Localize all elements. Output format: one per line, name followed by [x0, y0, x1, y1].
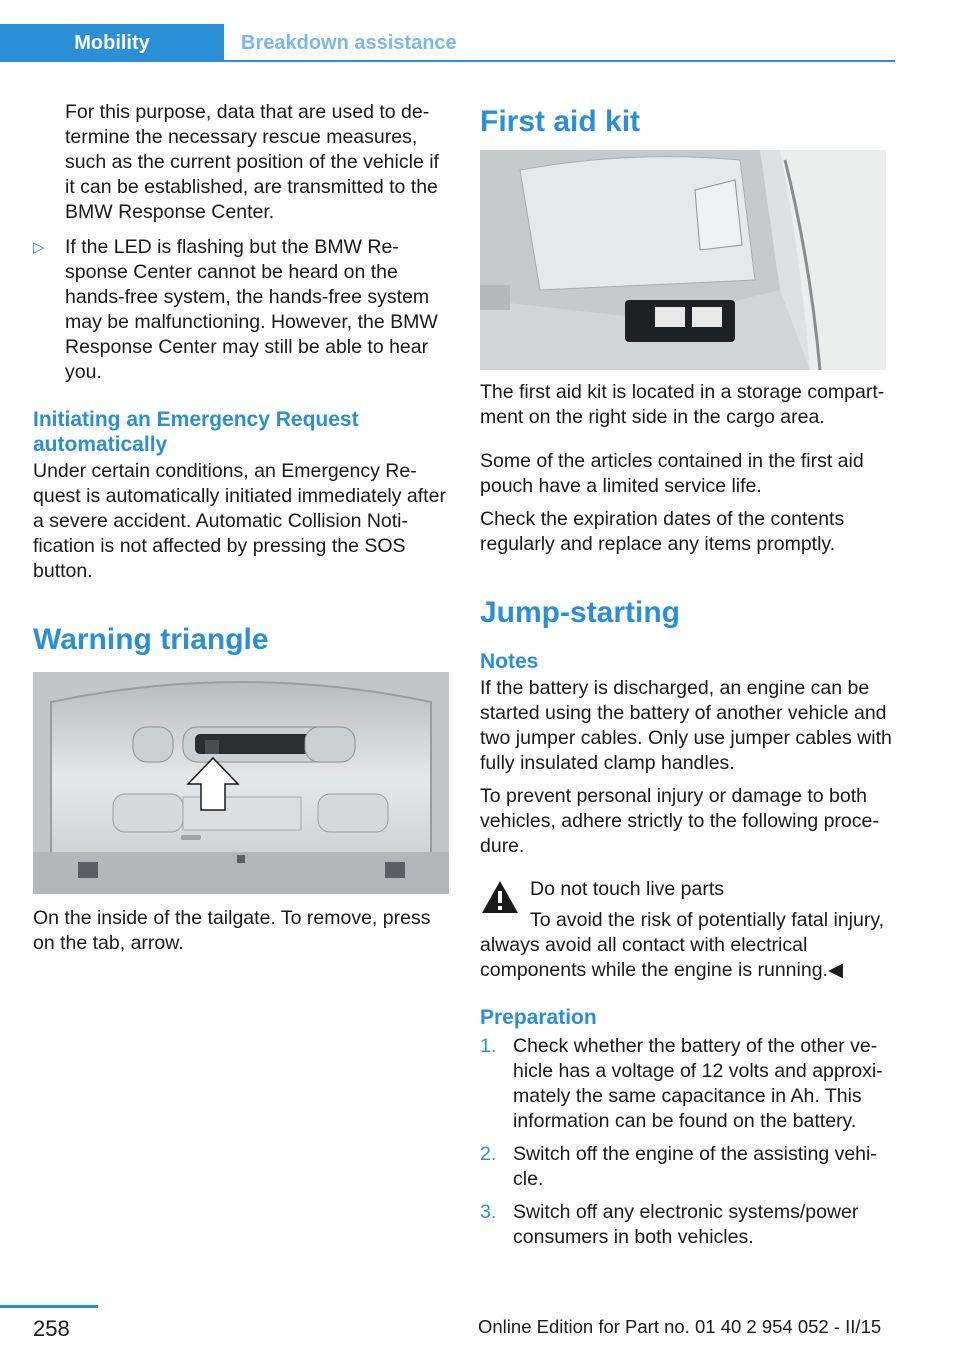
bullet-text: If the LED is flashing but the BMW Response Center cannot be heard on the hands-free system, the hands-free system may be malfunctioning. However, the BMW Response Center may still be able to hear you.: [65, 236, 438, 383]
tailgate-photo: [33, 672, 449, 894]
edition-text: Online Edition for Part no. 01 40 2 954 052 - II/15: [478, 1316, 882, 1337]
list-item: [480, 1200, 898, 1250]
step-number: 2.: [480, 1143, 497, 1165]
auto-emergency-heading: Initiating an Emergency Request automatically: [33, 408, 359, 456]
jump-starting-title: Jump-starting: [480, 596, 681, 629]
step-text: Switch off any electronic systems/power consumers in both vehicles.: [513, 1201, 859, 1248]
header-tab-breakdown-assistance: Breakdown assistance: [241, 32, 457, 54]
cargo-illustration: [480, 150, 886, 370]
first-aid-p1: The first aid kit is located in a storage compartment on the right side in the cargo area.: [480, 381, 885, 428]
auto-emergency-text: Under certain conditions, an Emergency Request is automatically initiated immediately after a severe accident. Automatic Collision Notification is not affected by pressing the SOS button.: [33, 460, 446, 582]
warning-triangle-icon: [480, 879, 520, 915]
warning-text-body: To avoid the risk of potentially fatal injury, always avoid all contact with electrical components while the engine is running.◀: [480, 909, 885, 981]
right-column: [480, 104, 898, 1250]
notes-heading: Notes: [480, 650, 539, 673]
tailgate-illustration: [33, 672, 449, 894]
notes-p1: If the battery is discharged, an engine can be started using the battery of another vehicle and two jumper cables. Only use jumper cables with fully insulated clamp handles.: [480, 677, 892, 774]
step-text: Check whether the battery of the other vehicle has a voltage of 12 volts and approximately the same capacitance in Ah. This information can be found on the battery.: [513, 1035, 883, 1132]
cargo-area-photo: [480, 150, 886, 370]
warning-text: [480, 908, 898, 983]
tailgate-text: On the inside of the tailgate. To remove, press on the tab, arrow.: [33, 907, 431, 954]
step-number: 3.: [480, 1201, 497, 1223]
step-number: 1.: [480, 1035, 497, 1057]
warning-triangle-title: Warning triangle: [33, 623, 269, 656]
page-number: 258: [33, 1316, 70, 1341]
bullet-item: [33, 235, 451, 385]
intro-paragraph: For this purpose, data that are used to determine the necessary rescue measures, such as the current position of the vehicle if it can be established, are transmitted to the BMW Response Center.: [65, 101, 439, 223]
warning-title: Do not touch live parts: [530, 878, 725, 900]
header-tab-mobility-label: Mobility: [74, 32, 150, 54]
left-column: [33, 100, 451, 956]
header-tab-mobility: [0, 24, 224, 62]
bullet-triangle-icon: ▷: [33, 239, 45, 256]
first-aid-kit-title: First aid kit: [480, 105, 641, 138]
step-text: Switch off the engine of the assisting vehicle.: [513, 1143, 877, 1190]
list-item: [480, 1034, 898, 1134]
warning-box: [480, 877, 898, 983]
footer-rule: [0, 1305, 98, 1308]
list-item: [480, 1142, 898, 1192]
notes-p2: To prevent personal injury or damage to both vehicles, adhere strictly to the following procedure.: [480, 785, 879, 857]
preparation-heading: Preparation: [480, 1006, 597, 1029]
preparation-steps: [480, 1034, 898, 1250]
first-aid-p3: Check the expiration dates of the contents regularly and replace any items promptly.: [480, 508, 845, 555]
first-aid-p2: Some of the articles contained in the first aid pouch have a limited service life.: [480, 450, 864, 497]
